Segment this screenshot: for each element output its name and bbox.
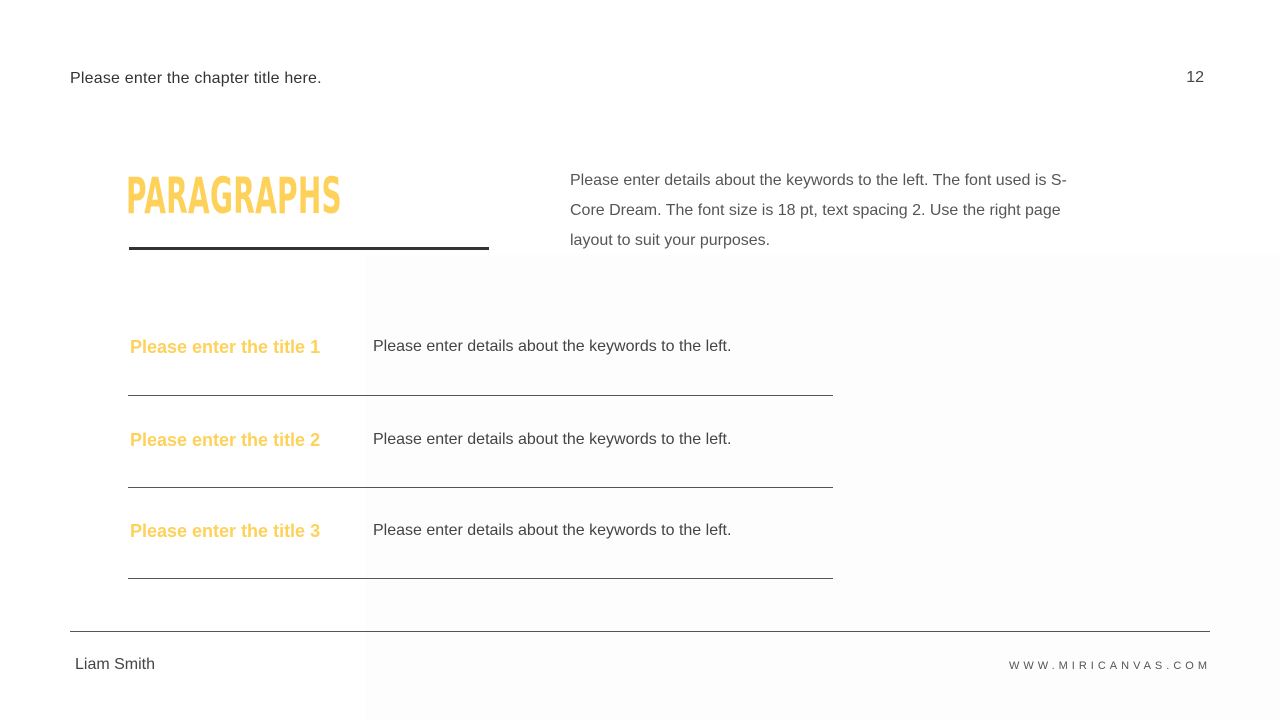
- list-item: [128, 337, 833, 429]
- row-divider: [128, 395, 833, 396]
- intro-paragraph: Please enter details about the keywords to the left. The font used is S-Core Dream. The font size is 18 pt, text spacing 2. Use the right page layout to suit your purposes.: [570, 172, 1067, 249]
- page-number: 12: [1186, 69, 1204, 86]
- row-title: Please enter the title 2: [130, 430, 321, 450]
- list-item: [128, 521, 833, 613]
- author-name: Liam Smith: [75, 656, 156, 673]
- row-detail: Please enter details about the keywords to the left.: [373, 431, 732, 448]
- website-link[interactable]: WWW.MIRICANVAS.COM: [1009, 660, 1211, 672]
- row-title: Please enter the title 1: [130, 337, 321, 357]
- row-title: Please enter the title 3: [130, 521, 321, 541]
- row-detail: Please enter details about the keywords to the left.: [373, 522, 732, 539]
- row-divider: [128, 487, 833, 488]
- footer-divider: [70, 631, 1210, 632]
- row-divider: [128, 578, 833, 579]
- list-item: [128, 430, 833, 522]
- heading-underline: [129, 247, 489, 250]
- row-detail: Please enter details about the keywords to the left.: [373, 338, 732, 355]
- chapter-title: Please enter the chapter title here.: [70, 70, 322, 87]
- section-heading: PARAGRAPHS: [126, 167, 342, 225]
